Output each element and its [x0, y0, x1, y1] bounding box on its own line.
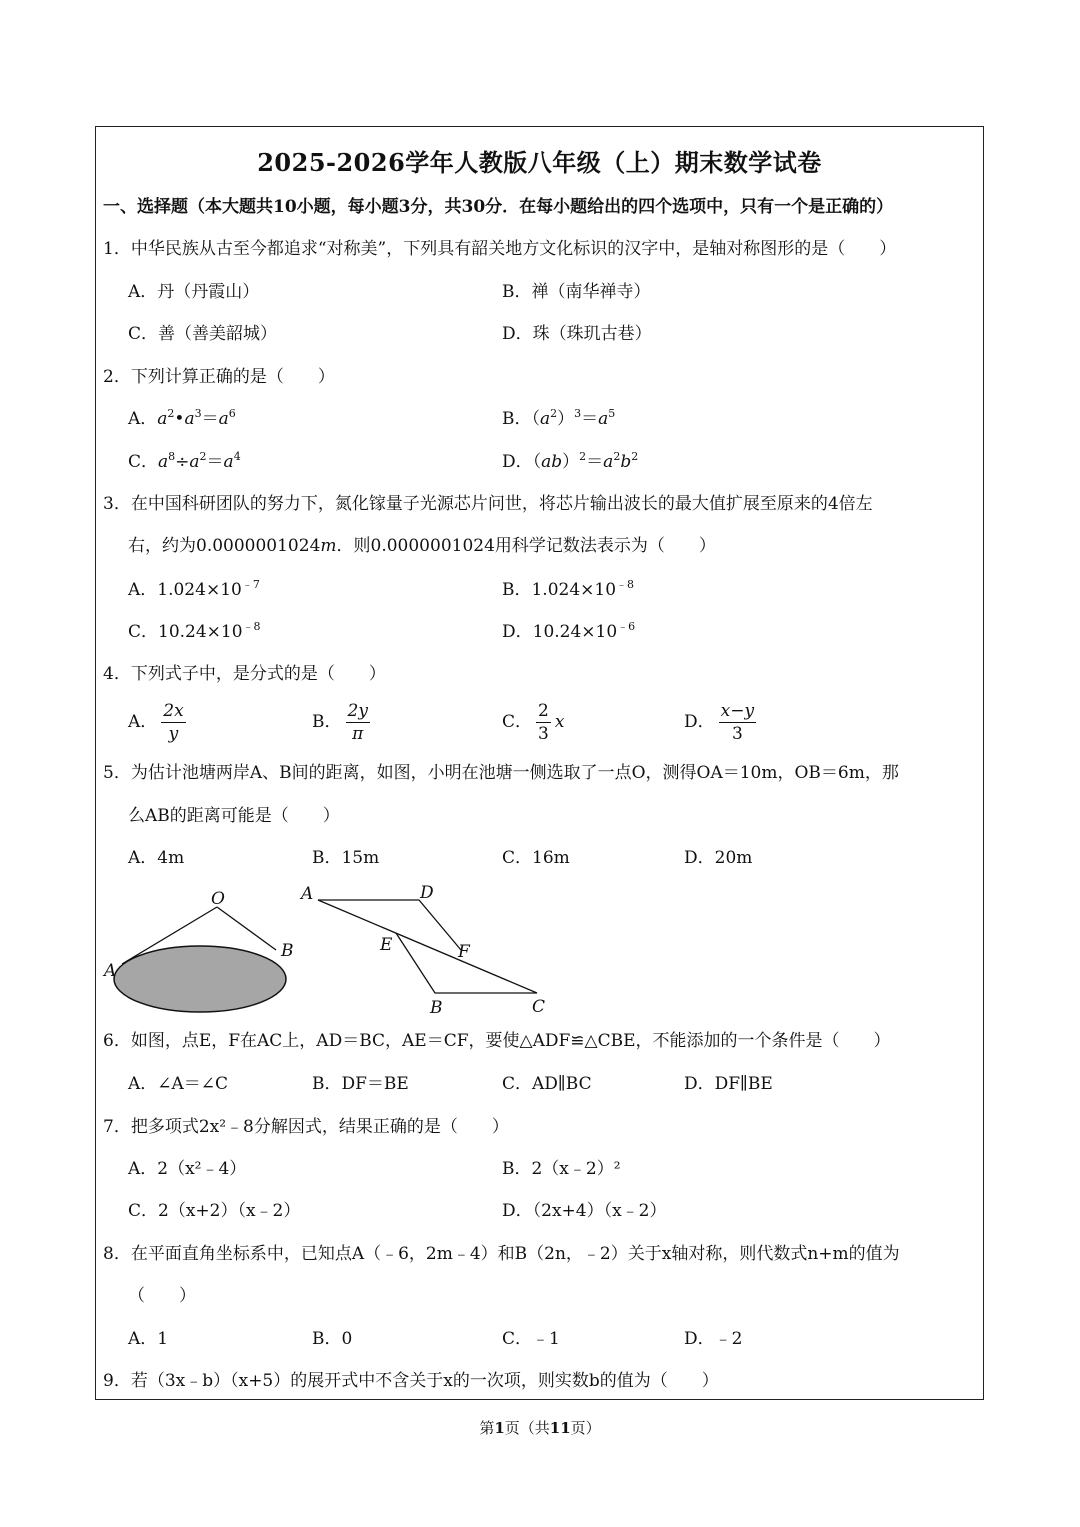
q6-option-a: A．∠A＝∠C [128, 1074, 229, 1094]
triangles-figure [299, 883, 545, 1018]
label-a-pond: A [104, 961, 117, 981]
q5-option-d: D．20m [684, 848, 753, 868]
pond-figure [102, 889, 294, 1012]
q7-option-c: C．2（x+2）（x﹣2） [128, 1201, 301, 1221]
q1-option-a: A．丹（丹霞山） [128, 282, 260, 302]
q6-option-b: B．DF＝BE [312, 1074, 409, 1094]
q6-option-d: D．DF∥BE [684, 1074, 773, 1094]
section-heading: 一、选择题（本大题共10小题，每小题3分，共30分．在每小题给出的四个选项中，只有一个是正确的） [103, 197, 894, 217]
label-e: E [380, 935, 393, 955]
q6-option-c: C．AD∥BC [502, 1074, 592, 1094]
page-footer: 第1页（共11页） [479, 1419, 601, 1437]
question-8-stem-line2: （ ） [128, 1286, 196, 1306]
q8-option-d: D．﹣2 [684, 1329, 743, 1349]
q2-option-b: B．$(a^2)^3=a^5$ [502, 407, 616, 429]
question-4-stem: 4．下列式子中，是分式的是（ ） [103, 664, 386, 684]
total-page-count: 11 [549, 1419, 571, 1437]
q4-option-d: D． $\frac{x-y}{3}$ [684, 701, 755, 744]
q7-option-d: D．（2x+4）（x﹣2） [502, 1201, 667, 1221]
label-c: C [532, 997, 546, 1017]
label-o: O [211, 889, 225, 909]
q3-option-b: B．$1.024\times 10^{﹣8}$ [502, 578, 635, 600]
question-5-stem-line2: 么AB的距离可能是（ ） [128, 806, 340, 826]
page-title: 2025-2026学年人教版八年级（上）期末数学试卷 [257, 148, 822, 177]
label-a-tri: A [301, 884, 314, 904]
q2-option-a: A．$a^2•a^3=a^6$ [128, 407, 236, 429]
q1-option-d: D．珠（珠玑古巷） [502, 324, 652, 344]
label-b-tri: B [430, 998, 443, 1018]
question-5-stem-line1: 5．为估计池塘两岸A、B间的距离，如图，小明在池塘一侧选取了一点O，测得OA＝10m，OB＝6m，那 [103, 763, 899, 783]
q7-option-a: A．2（x²﹣4） [128, 1159, 247, 1179]
question-9-stem: 9．若（3x﹣b）（x+5）的展开式中不含关于x的一次项，则实数b的值为（ ） [103, 1371, 719, 1391]
question-1-stem: 1．中华民族从古至今都追求“对称美”，下列具有韶关地方文化标识的汉字中，是轴对称图形的是（ ） [103, 239, 897, 259]
segment-ob [217, 907, 276, 950]
q2-option-c: C．$a^8\div a^2=a^4$ [128, 450, 241, 472]
question-6-stem: 6．如图，点E，F在AC上，AD＝BC，AE＝CF，要使△ADF≌△CBE，不能添加的一个条件是（ ） [103, 1031, 891, 1051]
question-3-stem-line2: 右，约为0.0000001024m．则0.0000001024用科学记数法表示为（ ） [128, 536, 716, 556]
q1-option-c: C．善（善美韶城） [128, 324, 278, 344]
label-d: D [420, 883, 434, 903]
q3-option-a: A．$1.024\times 10^{﹣7}$ [128, 578, 260, 600]
current-page-number: 1 [494, 1419, 505, 1437]
q5-option-c: C．16m [502, 848, 570, 868]
q5-option-a: A．4m [128, 848, 185, 868]
q1-option-b: B．禅（南华禅寺） [502, 282, 651, 302]
question-2-stem: 2．下列计算正确的是（ ） [103, 367, 335, 387]
q4-option-a: A． $\frac{2x}{y}$ [128, 701, 184, 744]
q4-option-c: C． $\frac{2}{3}$ x [502, 701, 565, 744]
pond-ellipse [114, 946, 286, 1012]
q3-option-c: C．$10.24\times 10^{﹣8}$ [128, 620, 261, 642]
q2-option-d: D．$(ab)^2=a^2b^2$ [502, 450, 639, 472]
q7-option-b: B．2（x﹣2）² [502, 1159, 621, 1179]
label-b-pond: B [281, 941, 294, 961]
question-7-stem: 7．把多项式2x²﹣8分解因式，结果正确的是（ ） [103, 1117, 509, 1137]
question-8-stem-line1: 8．在平面直角坐标系中，已知点A（﹣6，2m﹣4）和B（2n，﹣2）关于x轴对称，则代数式n+m的值为 [103, 1244, 900, 1264]
q3-option-d: D．$10.24\times 10^{﹣6}$ [502, 620, 636, 642]
q5-option-b: B．15m [312, 848, 380, 868]
q8-option-b: B．0 [312, 1329, 353, 1349]
q4-option-b: B． $\frac{2y}{\pi}$ [312, 701, 368, 744]
question-3-stem-line1: 3．在中国科研团队的努力下，氮化镓量子光源芯片问世，将芯片输出波长的最大值扩展至原来的4倍左 [103, 494, 873, 514]
label-f: F [458, 942, 470, 962]
q8-option-a: A．1 [128, 1329, 169, 1349]
q8-option-c: C．﹣1 [502, 1329, 560, 1349]
figures-area [100, 880, 560, 1020]
segment-ac [318, 900, 537, 993]
